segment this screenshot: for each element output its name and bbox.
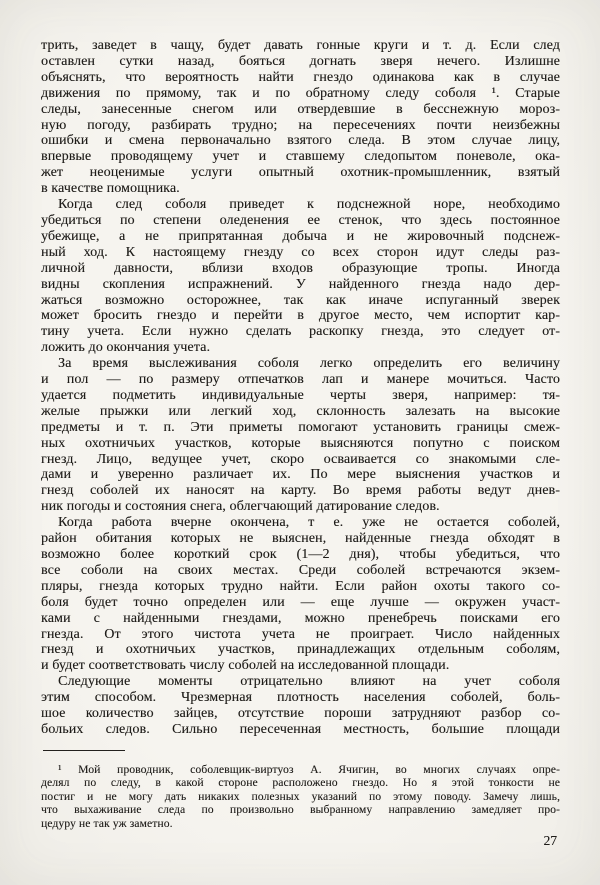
text-line: видны скопления испражнений. У найденного гнезда надо дер-: [41, 276, 560, 292]
text-line: шое количество зайцев, отсутствие пороши затрудняют разбор со-: [41, 706, 560, 722]
footnote-line: что выхаживание следа по произвольно выбранному направлению замедляет про-: [41, 803, 560, 817]
text-line: ных охотничьих участков, которые выясняются попутно с поиском: [41, 435, 560, 451]
text-line: личной давности, вблизи входов образующие тропы. Иногда: [41, 260, 560, 276]
text-line: возможно более короткий срок (1—2 дня), чтобы убедиться, что: [41, 547, 560, 562]
text-line: предметы и т. п. Эти приметы помогают установить границы смеж-: [41, 419, 560, 435]
text-line: и пол — по размеру отпечатков лап и манере мочиться. Часто: [41, 372, 560, 388]
text-line: Когда работа вчерне окончена, т е. уже не остается соболей,: [58, 515, 560, 531]
text-line: в качестве помощника.: [41, 181, 180, 197]
page-number: 27: [543, 832, 557, 848]
text-line: ошибки и смена первоначально взятого следа. В этом случае лицу,: [41, 133, 560, 149]
page-text-block: [41, 38, 560, 849]
text-line: трить, заведет в чащу, будет давать гонные круги и т. д. Если след: [41, 38, 560, 53]
footnote-line: ¹ Мой проводник, соболевщик-виртуоз А. Ячигин, во многих случаях опре-: [58, 762, 560, 776]
paragraph-2: [41, 197, 560, 356]
text-line: больих следов. Сильно пересеченная местность, большие площади: [41, 721, 560, 737]
footnote-line: постиг и не могу дать никаких полезных указаний по этому поводу. Замечу лишь,: [41, 789, 560, 803]
text-line: пляры, гнезда которых трудно найти. Если район охоты такого со-: [41, 578, 560, 594]
paragraph-3: [41, 356, 560, 515]
text-line: объяснять, что вероятность найти гнездо одинакова как в случае: [41, 69, 560, 85]
text-line: может бросить гнездо и перейти в другое место, чем испортит кар-: [41, 308, 560, 324]
footnote-separator: [43, 750, 125, 751]
text-line: Когда след соболя приведет к подснежной норе, необходимо: [58, 197, 560, 213]
text-line: гнезда. От этого чистота учета не проиграет. Число найденных: [41, 626, 560, 642]
text-line: ник погоды и состояния снега, облегчающий датирование следов.: [41, 499, 440, 515]
footnote-line: делял по следу, в какой стороне расположено гнездо. Но я этой тонкости не: [41, 776, 560, 790]
paragraph-5: [41, 674, 560, 738]
text-line: ложить до окончания учета.: [41, 340, 211, 356]
text-line: Следующие моменты отрицательно влияют на учет соболя: [58, 674, 560, 690]
text-line: все соболи на своих местах. Среди соболей встречаются экзем-: [41, 562, 560, 578]
text-line: жет неоценимые услуги опытный охотник-промышленник, взятый: [41, 165, 560, 181]
text-line: этим способом. Чрезмерная плотность населения соболей, боль-: [41, 690, 560, 706]
text-line: убежище, а не припрятанная добыча и не жировочный подснеж-: [41, 228, 560, 244]
text-line: ный ход. К настоящему гнезду со всех сторон идут следы раз-: [41, 244, 560, 260]
footnote: [41, 763, 560, 830]
text-line: район обитания которых не выяснен, найденные гнезда обходят в: [41, 531, 560, 547]
text-line: удается подметить индивидуальные черты зверя, например: тя-: [41, 387, 560, 403]
text-line: жаться возможно осторожнее, так как иначе испуганный зверек: [41, 292, 560, 308]
text-line: ную погоду, разбирать трудно; на пересечениях почти неизбежны: [41, 117, 560, 133]
text-line: гнезд соболей их наносят на карту. Во время работы ведут днев-: [41, 483, 560, 499]
text-line: движения по прямому, так и по обратному следу соболя ¹. Старые: [41, 85, 560, 101]
text-line: дами и уверенно различает их. По мере выяснения участков и: [41, 467, 560, 483]
text-line: впервые проводящему учет и ставшему следопытом поневоле, ока-: [41, 149, 560, 165]
text-line: желые прыжки или легкий ход, склонность залезать на высокие: [41, 403, 560, 419]
text-line: тину учета. Если нужно сделать раскопку гнезда, это следует от-: [41, 324, 560, 340]
text-line: гнезд и охотничьих участков, принадлежащих отдельным соболям,: [41, 642, 560, 658]
text-line: гнезд. Лицо, ведущее учет, скоро осваивается со знакомыми сле-: [41, 451, 560, 467]
text-line: и будет соответствовать числу соболей на исследованной площади.: [41, 658, 450, 674]
paragraph-1: [41, 38, 560, 197]
text-line: следы, занесенные снегом или отвердевшие в бесснежную мороз-: [41, 101, 560, 117]
text-line: За время выслеживания соболя легко определить его величину: [58, 356, 560, 372]
text-line: оставлен сутки назад, бояться догнать зверя нечего. Излишне: [41, 53, 560, 69]
text-line: убедиться по степени оледенения ее стенок, что здесь постоянное: [41, 212, 560, 228]
text-line: ками с найденными гнездами, можно пренебречь поисками его: [41, 610, 560, 626]
text-line: боля будет точно определен или — еще лучше — окружен участ-: [41, 594, 560, 610]
footnote-line: цедуру не так уж заметно.: [41, 816, 173, 830]
paragraph-4: [41, 515, 560, 674]
